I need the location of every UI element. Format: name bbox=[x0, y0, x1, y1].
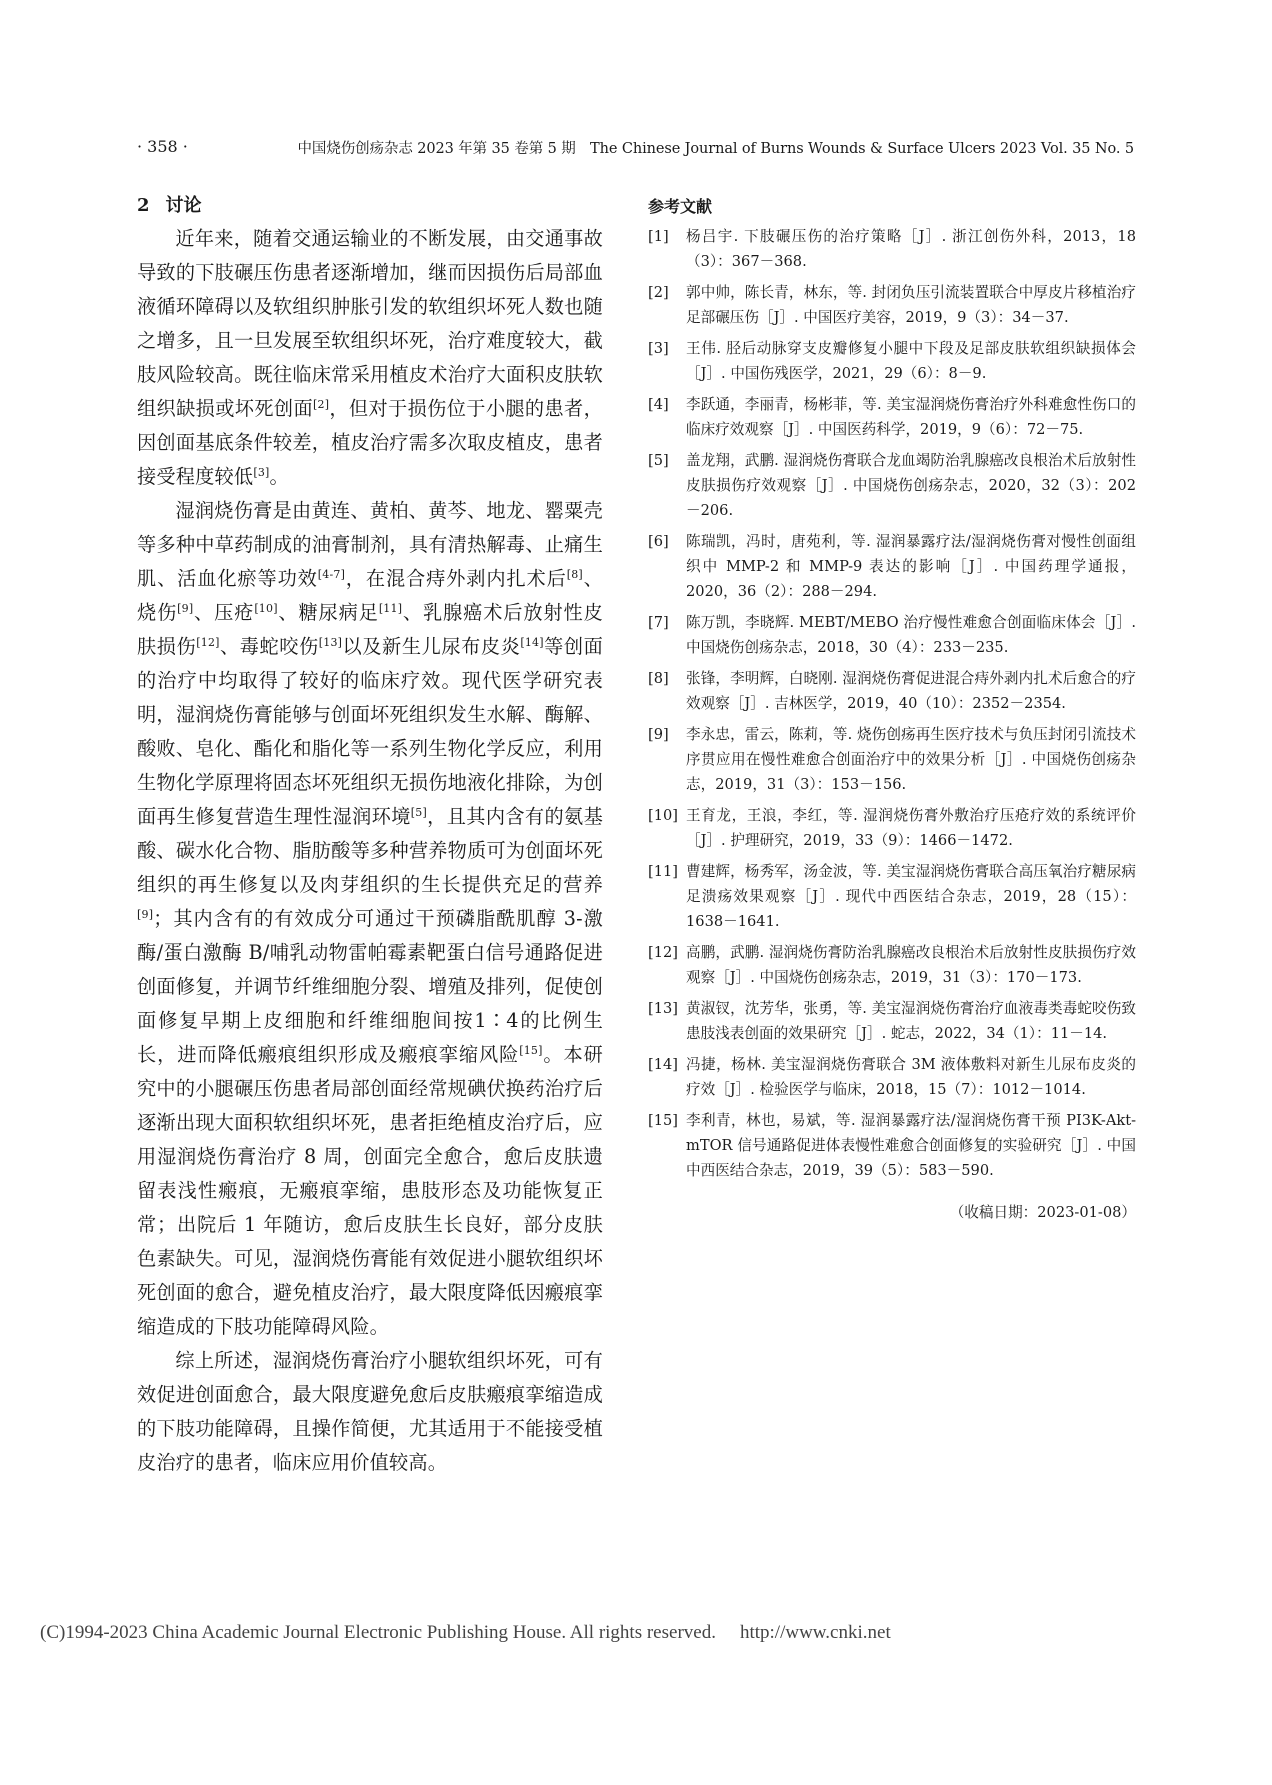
reference-item bbox=[648, 1052, 1136, 1102]
text-run: 等创面的治疗中均取得了较好的临床疗效。现代医学研究表明，湿润烧伤膏能够与创面坏死组织发生水解、酶解、酸败、皂化、酯化和脂化等一系列生物化学反应，利用生物化学原理将固态坏死组织无损伤地液化排除，为创面再生修复营造生理性湿润环境 bbox=[137, 635, 603, 828]
reference-text: 王育龙，王浪，李红，等. 湿润烧伤膏外敷治疗压疮疗效的系统评价［J］. 护理研究，2019，33（9）：1466－1472. bbox=[686, 807, 1136, 849]
reference-item bbox=[648, 1108, 1136, 1183]
reference-label: [6] bbox=[648, 533, 669, 550]
reference-text: 李跃通，李丽青，杨彬菲，等. 美宝湿润烧伤膏治疗外科难愈性伤口的临床疗效观察［J］. 中国医药科学，2019，9（6）：72－75. bbox=[686, 396, 1136, 438]
text-run: 、乳腺癌术后放射性皮肤损伤 bbox=[137, 601, 604, 658]
reference-text: 陈瑞凯，冯时，唐苑利，等. 湿润暴露疗法/湿润烧伤膏对慢性创面组织中 MMP-2 和 MMP-9 表达的影响［J］. 中国药理学通报，2020，36（2）：288－294. bbox=[686, 533, 1136, 600]
reference-label: [2] bbox=[648, 284, 669, 301]
reference-label: [12] bbox=[648, 944, 678, 961]
citation[interactable]: [12] bbox=[196, 636, 220, 649]
reference-text: 曹建辉，杨秀军，汤金波，等. 美宝湿润烧伤膏联合高压氧治疗糖尿病足溃疡效果观察［J］. 现代中西医结合杂志，2019，28（15）：1638－1641. bbox=[686, 863, 1136, 930]
reference-text: 杨吕宇. 下肢碾压伤的治疗策略［J］. 浙江创伤外科，2013，18（3）：367－368. bbox=[686, 228, 1136, 270]
journal-title: 中国烧伤创疡杂志 2023 年第 35 卷第 5 期 The Chinese Journal of Burns Wounds & Surface Ulcers 2023 Vol. 35 No. 5 bbox=[297, 141, 1134, 157]
reference-item bbox=[648, 392, 1136, 442]
text-run: 、糖尿病足 bbox=[277, 601, 379, 624]
citation[interactable]: [5] bbox=[410, 806, 427, 819]
reference-text: 黄淑钗，沈芳华，张勇，等. 美宝湿润烧伤膏治疗血液毒类毒蛇咬伤致患肢浅表创面的效果研究［J］. 蛇志，2022，34（1）：11－14. bbox=[686, 1000, 1136, 1042]
text-run: ，但对于损伤位于小腿的患者，因创面基底条件较差，植皮治疗需多次取皮植皮，患者接受程度较低 bbox=[137, 397, 603, 488]
text-run: 、毒蛇咬伤 bbox=[219, 635, 319, 658]
reference-item bbox=[648, 224, 1136, 274]
left-column bbox=[137, 190, 603, 1480]
citation[interactable]: [10] bbox=[254, 602, 278, 615]
text-run: 以及新生儿尿布皮炎 bbox=[342, 635, 521, 658]
reference-item bbox=[648, 803, 1136, 853]
reference-label: [13] bbox=[648, 1000, 678, 1017]
text-run: 近年来，随着交通运输业的不断发展，由交通事故导致的下肢碾压伤患者逐渐增加，继而因损伤后局部血液循环障碍以及软组织肿胀引发的软组织坏死人数也随之增多，且一旦发展至软组织坏死，治疗难度较大，截肢风险较高。既往临床常采用植皮术治疗大面积皮肤软组织缺损或坏死创面 bbox=[137, 227, 603, 420]
copyright-text: (C)1994-2023 China Academic Journal Electronic Publishing House. All rights reserved. bbox=[40, 1622, 716, 1643]
text-run: ，在混合痔外剥内扎术后 bbox=[345, 567, 567, 590]
reference-item bbox=[648, 448, 1136, 523]
paragraph-1 bbox=[137, 222, 603, 494]
right-column bbox=[648, 190, 1136, 1222]
reference-text: 盖龙翔，武鹏. 湿润烧伤膏联合龙血竭防治乳腺癌改良根治术后放射性皮肤损伤疗效观察［J］. 中国烧伤创疡杂志，2020，32（3）：202－206. bbox=[686, 452, 1136, 519]
citation[interactable]: [3] bbox=[253, 466, 270, 479]
text-run: 湿润烧伤膏是由黄连、黄柏、黄芩、地龙、罂粟壳等多种中草药制成的油膏制剂，具有清热解毒、止痛生肌、活血化瘀等功效 bbox=[137, 499, 603, 590]
section-heading bbox=[137, 190, 603, 222]
citation[interactable]: [2] bbox=[313, 398, 330, 411]
running-header bbox=[137, 137, 1134, 163]
reference-item bbox=[648, 610, 1136, 660]
references-heading: 参考文献 bbox=[648, 197, 713, 216]
reference-item bbox=[648, 529, 1136, 604]
reference-item bbox=[648, 336, 1136, 386]
reference-label: [14] bbox=[648, 1056, 678, 1073]
received-date: （收稿日期：2023-01-08） bbox=[949, 1204, 1136, 1221]
page-number: · 358 · bbox=[137, 137, 188, 156]
reference-label: [15] bbox=[648, 1112, 678, 1129]
text-run: 综上所述，湿润烧伤膏治疗小腿软组织坏死，可有效促进创面愈合，最大限度避免愈后皮肤瘢痕挛缩造成的下肢功能障碍，且操作简便，尤其适用于不能接受植皮治疗的患者，临床应用价值较高。 bbox=[137, 1349, 603, 1474]
reference-text: 郭中帅，陈长青，林东，等. 封闭负压引流装置联合中厚皮片移植治疗足部碾压伤［J］. 中国医疗美容，2019，9（3）：34－37. bbox=[686, 284, 1136, 326]
reference-label: [8] bbox=[648, 670, 669, 687]
reference-item bbox=[648, 996, 1136, 1046]
citation[interactable]: [9] bbox=[177, 602, 194, 615]
cnki-link[interactable]: http://www.cnki.net bbox=[739, 1622, 891, 1643]
paragraph-2 bbox=[137, 494, 603, 1344]
citation[interactable]: [8] bbox=[566, 568, 583, 581]
reference-item bbox=[648, 666, 1136, 716]
reference-text: 陈万凯，李晓辉. MEBT/MEBO 治疗慢性难愈合创面临床体会［J］. 中国烧伤创疡杂志，2018，30（4）：233－235. bbox=[686, 614, 1136, 656]
reference-item bbox=[648, 859, 1136, 934]
reference-label: [10] bbox=[648, 807, 678, 824]
reference-item bbox=[648, 940, 1136, 990]
text-run: ，且其内含有的氨基酸、碳水化合物、脂肪酸等多种营养物质可为创面坏死组织的再生修复以及肉芽组织的生长提供充足的营养 bbox=[137, 805, 603, 896]
reference-label: [9] bbox=[648, 726, 669, 743]
reference-label: [7] bbox=[648, 614, 669, 631]
citation[interactable]: [15] bbox=[519, 1044, 543, 1057]
reference-item bbox=[648, 722, 1136, 797]
reference-label: [1] bbox=[648, 228, 669, 245]
text-run: ；其内含有的有效成分可通过干预磷脂酰肌醇 3-激酶/蛋白激酶 B/哺乳动物雷帕霉素靶蛋白信号通路促进创面修复，并调节纤维细胞分裂、增殖及排列，促使创面修复早期上皮细胞和纤维细胞间按1∶4的比例生长，进而降低瘢痕组织形成及瘢痕挛缩风险 bbox=[137, 907, 603, 1066]
reference-text: 李永忠，雷云，陈莉，等. 烧伤创疡再生医疗技术与负压封闭引流技术序贯应用在慢性难愈合创面治疗中的效果分析［J］. 中国烧伤创疡杂志，2019，31（3）：153－156. bbox=[686, 726, 1136, 793]
reference-text: 冯捷，杨林. 美宝湿润烧伤膏联合 3M 液体敷料对新生儿尿布皮炎的疗效［J］. 检验医学与临床，2018，15（7）：1012－1014. bbox=[686, 1056, 1136, 1098]
citation[interactable]: [13] bbox=[318, 636, 343, 649]
text-run: 。本研究中的小腿碾压伤患者局部创面经常规碘伏换药治疗后逐渐出现大面积软组织坏死，患者拒绝植皮治疗后，应用湿润烧伤膏治疗 8 周，创面完全愈合，愈后皮肤遗留表浅性瘢痕，无瘢痕挛缩，患肢形态及功能恢复正常；出院后 1 年随访，愈后皮肤生长良好，部分皮肤色素缺失。可见，湿润烧伤膏能有效促进小腿软组织坏死创面的愈合，避免植皮治疗，最大限度降低因瘢痕挛缩造成的下肢功能障碍风险。 bbox=[137, 1043, 603, 1338]
reference-text: 王伟. 胫后动脉穿支皮瓣修复小腿中下段及足部皮肤软组织缺损体会［J］. 中国伤残医学，2021，29（6）：8－9. bbox=[686, 340, 1136, 382]
text-run: 、烧伤 bbox=[137, 567, 603, 624]
reference-label: [11] bbox=[648, 863, 678, 880]
citation[interactable]: [4-7] bbox=[317, 568, 346, 581]
text-run: 。 bbox=[269, 465, 289, 488]
reference-text: 张锋，李明辉，白晓刚. 湿润烧伤膏促进混合痔外剥内扎术后愈合的疗效观察［J］. 吉林医学，2019，40（10）：2352－2354. bbox=[686, 670, 1136, 712]
citation[interactable]: [14] bbox=[520, 636, 544, 649]
section-title: 讨论 bbox=[165, 195, 202, 216]
section-number: 2 bbox=[137, 195, 150, 216]
copyright-footer bbox=[40, 1622, 1240, 1644]
reference-label: [4] bbox=[648, 396, 669, 413]
reference-label: [3] bbox=[648, 340, 669, 357]
reference-list bbox=[648, 224, 1136, 1183]
reference-text: 李利青，林也，易斌，等. 湿润暴露疗法/湿润烧伤膏干预 PI3K-Akt-mTOR 信号通路促进体表慢性难愈合创面修复的实验研究［J］. 中国中西医结合杂志，2019，39（5）：583－590. bbox=[686, 1112, 1136, 1179]
text-run: 、压疮 bbox=[193, 601, 255, 624]
citation[interactable]: [11] bbox=[378, 602, 403, 615]
reference-label: [5] bbox=[648, 452, 669, 469]
reference-text: 高鹏，武鹏. 湿润烧伤膏防治乳腺癌改良根治术后放射性皮肤损伤疗效观察［J］. 中国烧伤创疡杂志，2019，31（3）：170－173. bbox=[686, 944, 1136, 986]
paragraph-3 bbox=[137, 1344, 603, 1480]
citation[interactable]: [9] bbox=[137, 908, 154, 921]
reference-item bbox=[648, 280, 1136, 330]
